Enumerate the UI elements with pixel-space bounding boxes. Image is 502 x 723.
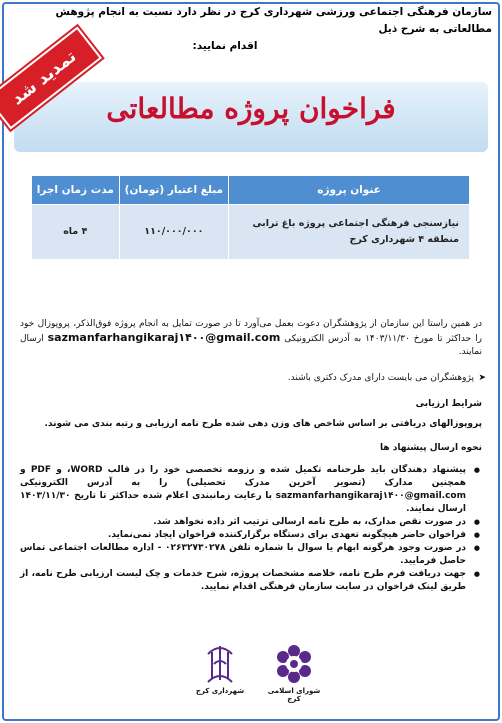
list-item: ● جهت دریافت فرم طرح نامه، خلاصه مشخصات پروژه، شرح خدمات و چک لیست ارزیابی طرح نامه، از طریق لینک فراخوان در سایت سازمان فرهنگی اقدام نمایید. <box>20 568 468 594</box>
project-table <box>31 175 470 260</box>
intro-paragraph <box>20 318 482 359</box>
header-line-1: سازمان فرهنگی اجتماعی ورزشی شهرداری کرج در نظر دارد نسبت به انجام پژوهش مطالعاتی به شرح ذیل <box>55 6 492 35</box>
list-item: ● در صورت وجود هرگونه ابهام یا سوال با شماره تلفن ۰۲۶۳۲۷۳۰۲۷۸ - اداره مطالعات اجتماعی تماس حاصل فرمایید. <box>20 542 468 568</box>
extended-stamp: تمدید شد <box>0 27 102 130</box>
city-council-logo-icon <box>274 644 314 684</box>
project-title-cell: نیازسنجی فرهنگی اجتماعی پروژه باغ ترابی منطقه ۴ شهرداری کرج <box>229 205 470 260</box>
researchers-note-text: پژوهشگران می بایست دارای مدرک دکتری باشند. <box>287 373 474 383</box>
intro-text-1: در همین راستا این سازمان از پژوهشگران دعوت بعمل می‌آورد تا در صورت تمایل به انجام پروژه فوق‌الذکر، پروپوزال خود را حداکثر تا مورخ ۱۴۰۳/۱۱/۳۰ به آدرس الکترونیکی <box>20 319 482 344</box>
table-row <box>32 205 470 260</box>
city-council-label: شورای اسلامی کرج <box>267 687 321 703</box>
header-line-2: اقدام نمایید: <box>192 40 258 52</box>
list-item: ● پیشنهاد دهندگان باید طرحنامه تکمیل شده و رزومه تخصصی خود را در قالب WORD، و PDF و همچنین مدارک (تصویر آخرین مدرک تحصیلی) را به آدرس الکترونیکی sazmanfarhangikaraj۱۴۰۰@gmail.com با رعایت زمانبندی اعلام شده حداکثر تا تاریخ ۱۴۰۳/۱۱/۳۰ ارسال نمایند. <box>20 464 468 516</box>
project-amount-cell: ۱۱۰/۰۰۰/۰۰۰ <box>119 205 229 260</box>
submission-list <box>20 464 482 594</box>
karaj-municipality-logo-icon <box>200 640 240 686</box>
intro-email: sazmanfarhangikaraj۱۴۰۰@gmail.com <box>47 331 281 344</box>
evaluation-heading: شرایط ارزیابی <box>415 399 482 409</box>
project-duration-cell: ۴ ماه <box>32 205 120 260</box>
list-item: ● فراخوان حاضر هیچگونه تعهدی برای دستگاه برگزارکننده فراخوان ایجاد نمی‌نماید. <box>20 529 468 542</box>
column-header-title: عنوان پروژه <box>229 176 470 205</box>
page-title: فراخوان پروژه مطالعاتی <box>106 92 396 125</box>
column-header-amount: مبلغ اعتبار (تومان) <box>119 176 229 205</box>
submission-heading: نحوه ارسال پیشنهاد ها <box>380 443 482 453</box>
column-header-duration: مدت زمان اجرا <box>32 176 120 205</box>
footer-logos <box>190 640 330 703</box>
list-item: ● در صورت نقص مدارک، به طرح نامه ارسالی ترتیب اثر داده نخواهد شد. <box>20 516 468 529</box>
researchers-note <box>20 372 486 385</box>
intro-text-2: ارسال نمایند. <box>20 334 482 357</box>
evaluation-text: پروپوزالهای دریافتی بر اساس شاخص های وزن دهی شده طرح نامه ارزیابی و رتبه بندی می شوند. <box>44 419 482 429</box>
karaj-municipality-label: شهرداری کرج <box>195 687 245 695</box>
arrow-bullet-icon: ➤ <box>478 373 486 383</box>
